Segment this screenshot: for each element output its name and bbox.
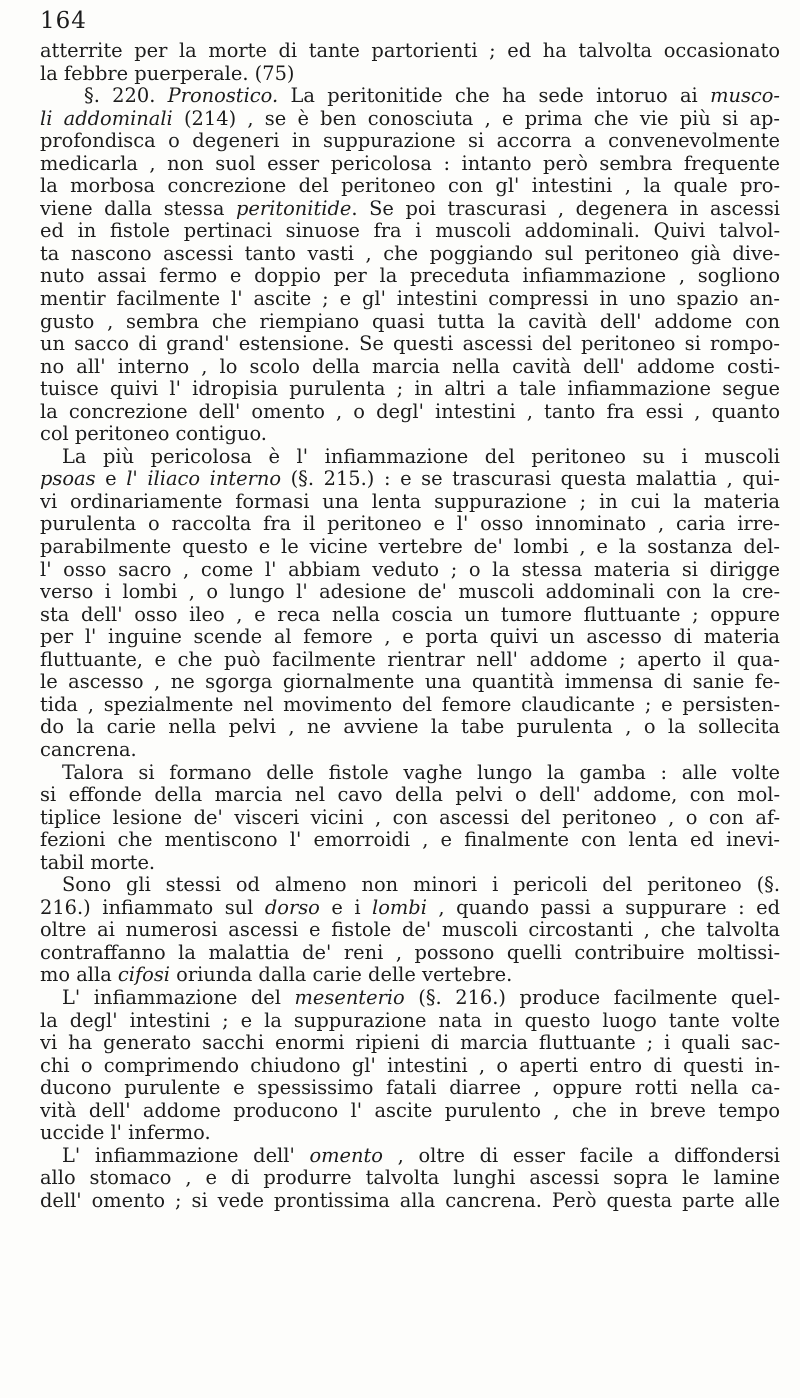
text-line	[40, 536, 780, 559]
text-run: . Se poi trascurasi , degenera in ascessi	[351, 197, 780, 220]
text-run: tiplice lesione de' visceri vicini , con ascessi del peritoneo , o con af-	[40, 806, 780, 829]
text-line	[40, 694, 780, 717]
text-line	[40, 311, 780, 334]
text-line	[40, 964, 780, 987]
text-run: fezioni che mentiscono l' emorroidi , e finalmente con lenta ed inevi-	[40, 829, 780, 852]
text-run: oriunda dalla carie delle vertebre.	[170, 964, 513, 987]
text-run: vità dell' addome producono l' ascite purulento , che in breve tempo	[40, 1099, 780, 1122]
text-run: un sacco di grand' estensione. Se questi ascessi del peritoneo si rompo-	[40, 333, 780, 356]
text-run: medicarla , non suol esser pericolosa : intanto però sembra frequente	[40, 152, 780, 175]
text-line	[40, 897, 780, 920]
italic-term: omento	[309, 1144, 383, 1167]
text-line	[40, 1100, 780, 1123]
text-line	[40, 491, 780, 514]
text-line	[40, 604, 780, 627]
text-line	[40, 63, 780, 86]
text-run: vi ordinariamente formasi una lenta suppurazione ; in cui la materia	[40, 490, 780, 513]
text-run: e i	[319, 896, 373, 919]
text-line	[40, 581, 780, 604]
text-run: la concrezione dell' omento , o degl' intestini , tanto fra essi , quanto	[40, 400, 780, 423]
text-run: nuto assai fermo e doppio per la preceduta infiammazione , sogliono	[40, 265, 780, 288]
text-run: dell' omento ; si vede prontissima alla cancrena. Però questa parte alle	[40, 1189, 780, 1212]
text-run: e	[95, 468, 127, 491]
text-line	[40, 987, 780, 1010]
italic-term: l' iliaco interno	[126, 468, 282, 491]
page-number: 164	[40, 8, 87, 34]
text-run: per l' inguine scende al femore , e porta quivi un ascesso di materia	[40, 626, 780, 649]
text-line	[40, 671, 780, 694]
text-line	[40, 716, 780, 739]
text-run: mo alla	[40, 964, 118, 987]
text-line	[40, 175, 780, 198]
text-run: allo stomaco , e di produrre talvolta lunghi ascessi sopra le lamine	[40, 1167, 780, 1190]
text-run: sta dell' osso ileo , e reca nella coscia un tumore fluttuante ; oppure	[40, 603, 780, 626]
text-run: do la carie nella pelvi , ne avviene la tabe purulenta , o la sollecita	[40, 716, 780, 739]
text-run: viene dalla stessa	[40, 197, 236, 220]
text-line	[40, 1167, 780, 1190]
text-line	[40, 1077, 780, 1100]
text-line	[40, 423, 780, 446]
text-line	[40, 333, 780, 356]
italic-term: musco-	[710, 85, 780, 108]
italic-term: psoas	[40, 468, 96, 491]
text-run: col peritoneo contiguo.	[40, 423, 267, 446]
text-run: L' infiammazione dell'	[62, 1144, 310, 1167]
text-run: chi o comprimendo chiudono gl' intestini , o aperti entro di questi in-	[40, 1054, 780, 1077]
text-run: La peritonitide che ha sede intoruo ai	[278, 85, 711, 108]
text-run: Talora si formano delle fistole vaghe lungo la gamba : alle volte	[62, 761, 780, 784]
text-run: gusto , sembra che riempiano quasi tutta la cavità dell' addome con	[40, 310, 780, 333]
text-line	[40, 378, 780, 401]
text-line	[40, 559, 780, 582]
text-run: ed in fistole pertinaci sinuose fra i muscoli addominali. Quivi talvol-	[40, 220, 780, 243]
text-line	[40, 1010, 780, 1033]
text-run: , quando passi a suppurare : ed	[426, 896, 780, 919]
text-run: si effonde della marcia nel cavo della pelvi o dell' addome, con mol-	[40, 784, 780, 807]
text-run: contraffanno la malattia de' reni , possono quelli contribuire moltissi-	[40, 941, 780, 964]
text-line	[40, 220, 780, 243]
text-run: uccide l' infermo.	[40, 1122, 211, 1145]
text-line	[40, 130, 780, 153]
text-run: profondisca o degeneri in suppurazione si accorra a convenevolmente	[40, 130, 780, 153]
text-run: parabilmente questo e le vicine vertebre de' lombi , e la sostanza del-	[40, 536, 780, 559]
italic-term: peritonitide	[235, 197, 352, 220]
text-line	[40, 1032, 780, 1055]
text-line	[40, 874, 780, 897]
text-line	[40, 739, 780, 762]
text-line	[40, 807, 780, 830]
text-line	[40, 513, 780, 536]
text-line	[40, 784, 780, 807]
text-run: la degl' intestini ; e la suppurazione nata in questo luogo tante volte	[40, 1009, 780, 1032]
text-run: ducono purulente e spessissimo fatali diarree , oppure rotti nella ca-	[40, 1077, 780, 1100]
text-run: Sono gli stessi od almeno non minori i pericoli del peritoneo (§.	[62, 874, 780, 897]
text-line	[40, 852, 780, 875]
text-line	[40, 1055, 780, 1078]
text-line	[40, 919, 780, 942]
text-run: la morbosa concrezione del peritoneo con gl' intestini , la quale pro-	[40, 175, 780, 198]
text-line	[40, 1190, 780, 1213]
text-run: La più pericolosa è l' infiammazione del peritoneo su i muscoli	[62, 445, 780, 468]
text-line	[40, 446, 780, 469]
text-line	[40, 198, 780, 221]
text-line	[40, 243, 780, 266]
text-run: verso i lombi , o lungo l' adesione de' muscoli addominali con la cre-	[40, 581, 780, 604]
text-run: l' osso sacro , come l' abbiam veduto ; o la stessa materia si dirigge	[40, 558, 780, 581]
text-run: tida , spezialmente nel movimento del femore claudicante ; e persisten-	[40, 693, 780, 716]
italic-term: li addominali	[40, 107, 173, 130]
text-run: L' infiammazione del	[62, 986, 295, 1009]
text-line	[40, 649, 780, 672]
text-line	[40, 85, 780, 108]
text-line	[40, 829, 780, 852]
text-line	[40, 1122, 780, 1145]
text-line	[40, 942, 780, 965]
text-line	[40, 762, 780, 785]
text-run: tabil morte.	[40, 851, 156, 874]
text-run: atterrite per la morte di tante partorienti ; ed ha talvolta occasionato	[40, 40, 780, 62]
text-run: (214) , se è ben conosciuta , e prima che vie più si ap-	[172, 107, 780, 130]
text-run: , oltre di esser facile a diffondersi	[382, 1144, 780, 1167]
text-run: cancrena.	[40, 738, 137, 761]
text-run: (§. 215.) : e se trascurasi questa malattia , qui-	[281, 468, 780, 491]
text-run: no all' interno , lo scolo della marcia nella cavità dell' addome costi-	[40, 355, 780, 378]
italic-term: mesenterio	[294, 986, 405, 1009]
body-text	[40, 40, 780, 1212]
text-run: le ascesso , ne sgorga giornalmente una quantità immensa di sanie fe-	[40, 671, 780, 694]
text-run: 216.) infiammato sul	[40, 896, 265, 919]
text-run: purulenta o raccolta fra il peritoneo e l' osso innominato , caria irre-	[40, 513, 780, 536]
text-run: tuisce quivi l' idropisia purulenta ; in altri a tale infiammazione segue	[40, 378, 780, 401]
text-run: fluttuante, e che può facilmente rientrar nell' addome ; aperto il qua-	[40, 648, 780, 671]
italic-term: lombi	[372, 896, 427, 919]
text-run: ta nascono ascessi tanto vasti , che poggiando sul peritoneo già dive-	[40, 242, 780, 265]
text-run: la febbre puerperale. (75)	[40, 62, 295, 85]
text-run: (§. 216.) produce facilmente quel-	[404, 986, 780, 1009]
text-run: §. 220.	[84, 85, 168, 108]
text-line	[40, 1145, 780, 1168]
text-line	[40, 40, 780, 63]
italic-term: cifosi	[117, 964, 170, 987]
text-line	[40, 288, 780, 311]
text-line	[40, 356, 780, 379]
text-line	[40, 626, 780, 649]
text-line	[40, 401, 780, 424]
text-line	[40, 265, 780, 288]
text-line	[40, 108, 780, 131]
text-line	[40, 153, 780, 176]
text-run: vi ha generato sacchi enormi ripieni di marcia fluttuante ; i quali sac-	[40, 1032, 780, 1055]
italic-term: Pronostico.	[167, 85, 279, 108]
italic-term: dorso	[264, 896, 320, 919]
text-run: mentir facilmente l' ascite ; e gl' intestini compressi in uno spazio an-	[40, 288, 780, 311]
text-line	[40, 468, 780, 491]
text-run: oltre ai numerosi ascessi e fistole de' muscoli circostanti , che talvolta	[40, 919, 780, 942]
